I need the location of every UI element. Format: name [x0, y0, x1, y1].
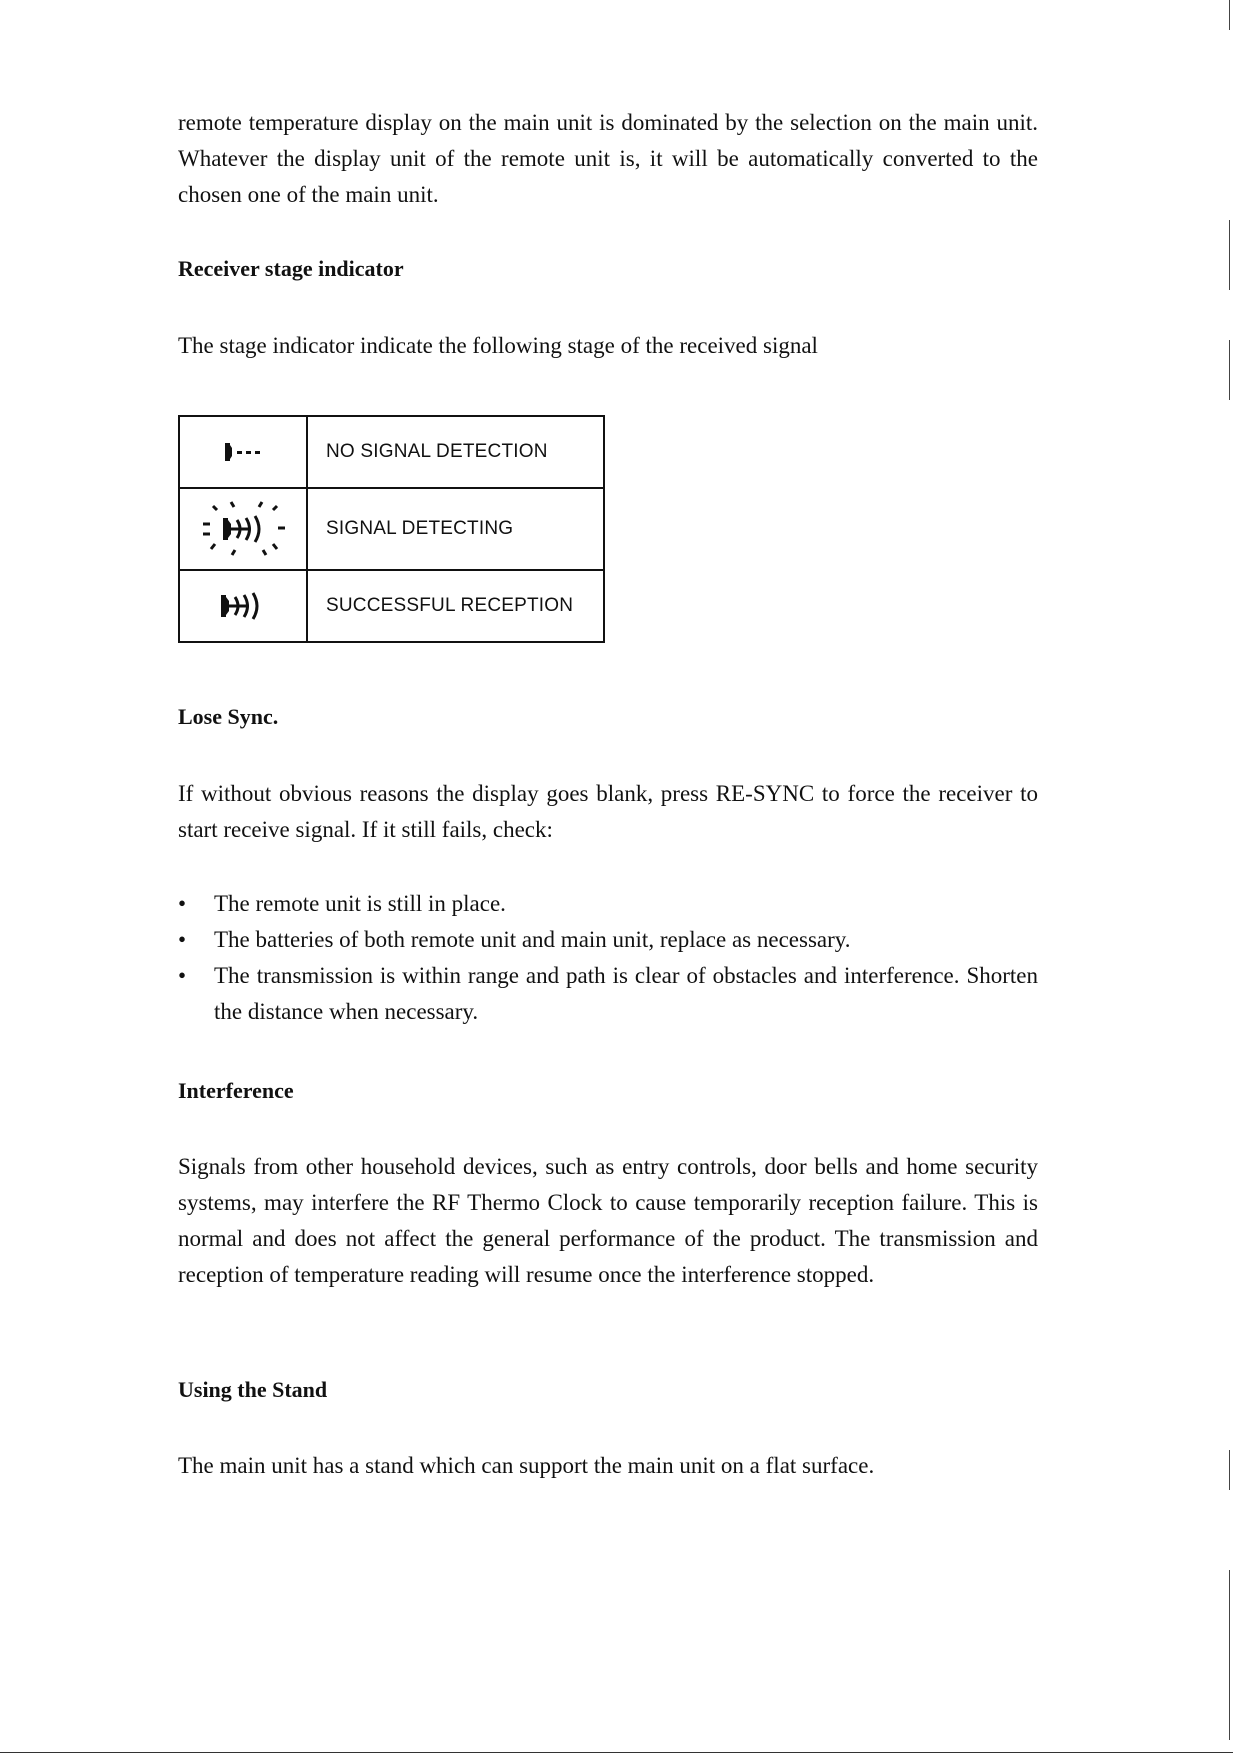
- scan-edge-line: [1229, 1570, 1230, 1740]
- successful-reception-icon: [180, 589, 306, 623]
- bullet-icon: •: [178, 927, 187, 952]
- list-item: • The batteries of both remote unit and main unit, replace as necessary.: [178, 922, 1038, 958]
- stage-label: SIGNAL DETECTING: [307, 488, 604, 570]
- stand-heading: Using the Stand: [178, 1377, 328, 1402]
- lose-sync-checklist: [178, 886, 1038, 1030]
- scan-edge-line: [1229, 0, 1230, 30]
- lose-sync-heading: Lose Sync.: [178, 704, 279, 729]
- no-signal-icon: [180, 437, 306, 467]
- scan-bottom-rule: [0, 1752, 1233, 1753]
- stage-indicator-table: [178, 415, 605, 643]
- bullet-icon: •: [178, 963, 187, 988]
- stage-row-successful-reception: [179, 570, 604, 642]
- stage-label: SUCCESSFUL RECEPTION: [307, 570, 604, 642]
- stage-label: NO SIGNAL DETECTION: [307, 416, 604, 488]
- signal-detecting-icon: [180, 494, 306, 564]
- receiver-stage-heading: Receiver stage indicator: [178, 256, 404, 281]
- interference-paragraph: Signals from other household devices, such as entry controls, door bells and home security systems, may interfere the RF Thermo Clock to cause temporarily reception failure. This is normal and does not affect the general performance of the product. The transmission and reception of temperature reading will resume once the interference stopped.: [178, 1154, 1038, 1287]
- list-item: • The transmission is within range and path is clear of obstacles and interference. Shorten the distance when necessary.: [178, 958, 1038, 1030]
- scan-edge-line: [1229, 340, 1230, 400]
- bullet-icon: •: [178, 891, 187, 916]
- stage-row-no-signal: [179, 416, 604, 488]
- scan-edge-line: [1229, 220, 1230, 290]
- stand-paragraph: The main unit has a stand which can support the main unit on a flat surface.: [178, 1453, 875, 1478]
- scan-edge-line: [1229, 1450, 1230, 1490]
- stage-row-signal-detecting: [179, 488, 604, 570]
- lose-sync-paragraph: If without obvious reasons the display goes blank, press RE-SYNC to force the receiver to start receive signal. If it still fails, check:: [178, 781, 1038, 842]
- interference-heading: Interference: [178, 1078, 294, 1103]
- receiver-stage-description: The stage indicator indicate the following stage of the received signal: [178, 333, 818, 358]
- list-item: • The remote unit is still in place.: [178, 886, 1038, 922]
- intro-paragraph: remote temperature display on the main unit is dominated by the selection on the main unit. Whatever the display unit of the remote unit is, it will be automatically converted to the chosen one of the main unit.: [178, 110, 1038, 207]
